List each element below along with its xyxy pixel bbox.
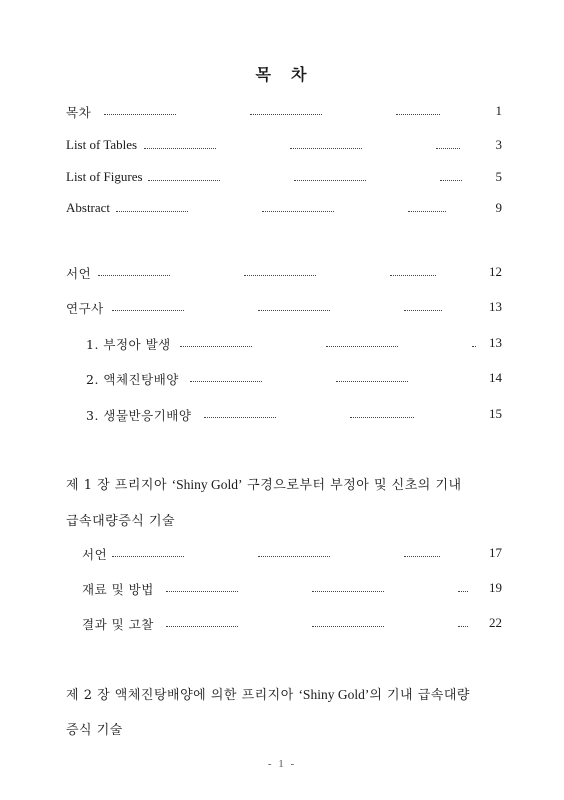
dot-leader (350, 407, 414, 418)
dot-leader (144, 138, 216, 149)
toc-entry-page: 22 (489, 615, 502, 630)
toc-entry-page: 3 (495, 137, 502, 152)
dot-leader (262, 201, 334, 212)
toc-entry-label: List of Tables (66, 137, 138, 152)
toc-entry-page: 1 (495, 103, 502, 118)
dot-leader (204, 407, 276, 418)
cultivar-name: ‘Shiny Gold’ (171, 477, 243, 492)
toc-entry-label: 서언 (82, 547, 108, 562)
toc-ch1-materials-methods[interactable] (66, 580, 502, 598)
dot-leader (390, 265, 436, 276)
toc-ch1-introduction[interactable] (66, 545, 502, 563)
dot-leader (244, 265, 316, 276)
toc-entry-label: 재료 및 방법 (82, 582, 154, 597)
dot-leader (104, 104, 176, 115)
toc-chapter-1-heading[interactable] (66, 474, 508, 493)
toc-entry-page: 13 (489, 299, 502, 314)
dot-leader (290, 138, 362, 149)
toc-entry-abstract[interactable] (66, 200, 502, 218)
dot-leader (116, 201, 188, 212)
toc-entry-label: 목차 (66, 105, 92, 120)
toc-title (0, 62, 564, 85)
toc-entry-page: 12 (489, 264, 502, 279)
toc-entry-label: 3. 생물반응기배양 (86, 408, 192, 423)
chapter-heading-text: 제 1 장 프리지아 (66, 478, 172, 493)
chapter-heading-text: 구경으로부터 부정아 및 신초의 기내 (242, 478, 462, 493)
dot-leader (472, 336, 476, 347)
toc-entry-label: 2. 액체진탕배양 (86, 372, 179, 387)
dot-leader (312, 616, 384, 627)
toc-entry-page: 9 (495, 200, 502, 215)
chapter-heading-text: 제 2 장 액체진탕배양에 의한 프리지아 (66, 688, 299, 703)
dot-leader (166, 616, 238, 627)
dot-leader (408, 201, 446, 212)
toc-subentry-bioreactor-culture[interactable] (66, 406, 502, 424)
dot-leader (148, 170, 220, 181)
chapter-heading-text: 급속대량증식 기술 (66, 514, 176, 529)
toc-entry-label: 1. 부정아 발생 (86, 337, 171, 352)
toc-subentry-adventitious-bud[interactable] (66, 335, 502, 353)
dot-leader (326, 336, 398, 347)
dot-leader (336, 371, 408, 382)
toc-entry-page: 19 (489, 580, 502, 595)
toc-entry-literature-review[interactable] (66, 299, 502, 317)
toc-entry-label: Abstract (66, 200, 111, 215)
dot-leader (396, 104, 440, 115)
dot-leader (404, 546, 440, 557)
toc-entry-contents[interactable] (66, 103, 502, 121)
toc-entry-page: 14 (489, 370, 502, 385)
dot-leader (458, 581, 468, 592)
toc-entry-introduction[interactable] (66, 264, 502, 282)
cultivar-name: ‘Shiny Gold’ (298, 687, 370, 702)
toc-entry-page: 5 (495, 169, 502, 184)
dot-leader (440, 170, 462, 181)
dot-leader (166, 581, 238, 592)
dot-leader (458, 616, 468, 627)
chapter-heading-text: 의 기내 급속대량 (369, 688, 470, 703)
toc-entry-label: 연구사 (66, 301, 104, 316)
toc-title-first: 목 (255, 65, 273, 84)
toc-ch1-results-discussion[interactable] (66, 615, 502, 633)
dot-leader (436, 138, 460, 149)
toc-entry-label: 결과 및 고찰 (82, 617, 154, 632)
toc-entry-label: 서언 (66, 266, 92, 281)
dot-leader (312, 581, 384, 592)
toc-entry-list-of-figures[interactable] (66, 169, 502, 187)
page-number: - 1 - (267, 758, 297, 770)
toc-chapter-2-heading-line2[interactable] (66, 719, 508, 738)
dot-leader (190, 371, 262, 382)
dot-leader (250, 104, 322, 115)
toc-subentry-liquid-shaking-culture[interactable] (66, 370, 502, 388)
dot-leader (112, 300, 184, 311)
toc-entry-label: List of Figures (66, 169, 143, 184)
toc-title-second: 차 (291, 65, 309, 84)
dot-leader (404, 300, 442, 311)
toc-chapter-1-heading-line2[interactable] (66, 510, 508, 529)
toc-entry-list-of-tables[interactable] (66, 137, 502, 155)
dot-leader (112, 546, 184, 557)
dot-leader (294, 170, 366, 181)
dot-leader (258, 546, 330, 557)
chapter-heading-text: 증식 기술 (66, 723, 123, 738)
dot-leader (98, 265, 170, 276)
dot-leader (258, 300, 330, 311)
toc-entry-page: 17 (489, 545, 502, 560)
toc-entry-page: 13 (489, 335, 502, 350)
toc-entry-page: 15 (489, 406, 502, 421)
toc-chapter-2-heading[interactable] (66, 684, 508, 703)
dot-leader (180, 336, 252, 347)
